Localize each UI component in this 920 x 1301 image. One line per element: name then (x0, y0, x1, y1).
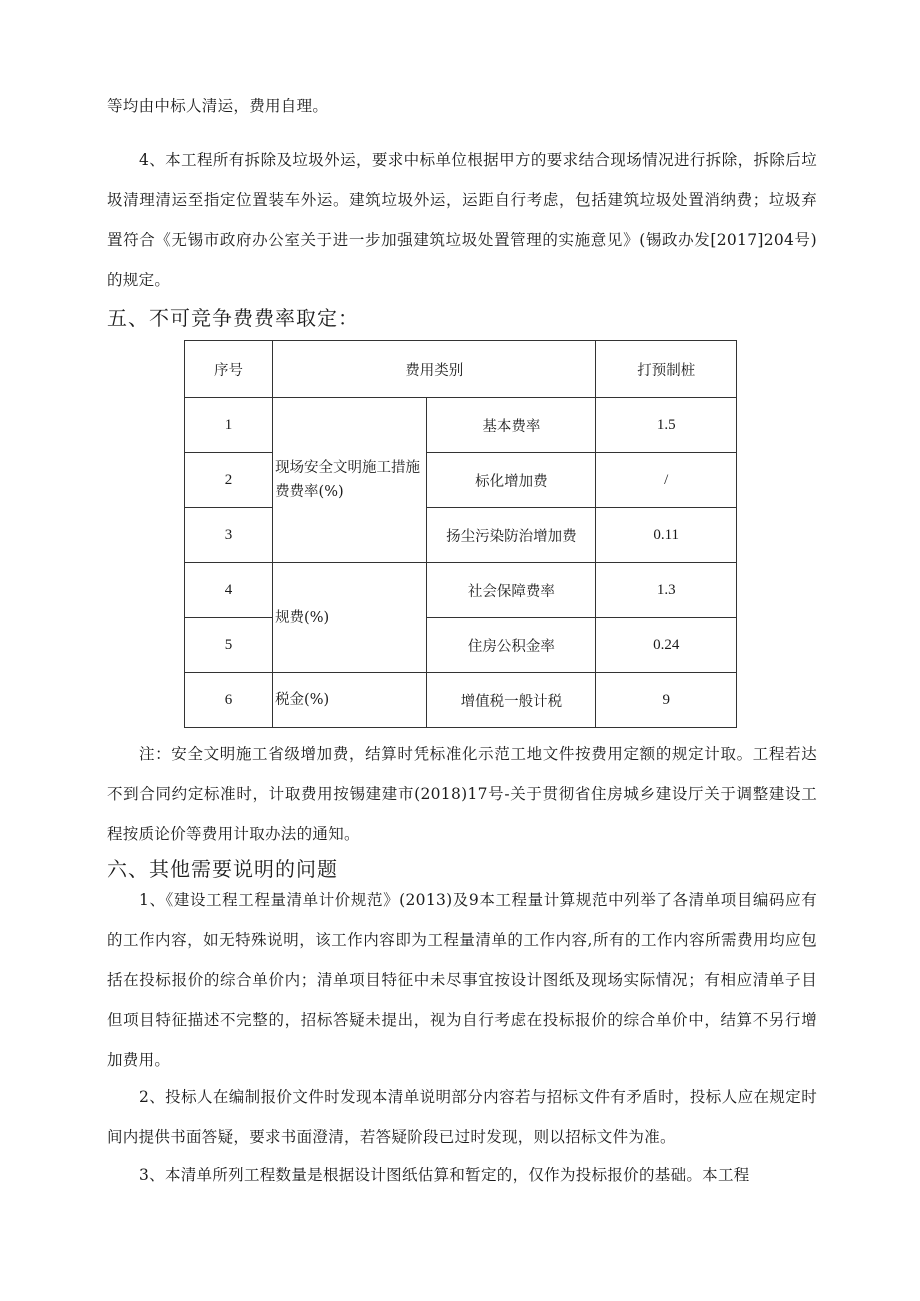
row-value: 1.5 (596, 398, 737, 453)
table-row (185, 618, 737, 673)
row-item: 标化增加费 (427, 453, 596, 508)
fee-rate-table (184, 340, 737, 728)
row-value: 0.24 (596, 618, 737, 673)
row-seq: 5 (185, 618, 273, 673)
row-item: 扬尘污染防治增加费 (427, 508, 596, 563)
row-seq: 4 (185, 563, 273, 618)
paragraph-6-1: 1、《建设工程工程量清单计价规范》(2013)及9本工程量计算规范中列举了各清单项目编码应有的工作内容，如无特殊说明，该工作内容即为工程量清单的工作内容,所有的工作内容所需费用均应包括在投标报价的综合单价内；清单项目特征中未尽事宜按设计图纸及现场实际情况；有相应清单子目但项目特征描述不完整的，招标答疑未提出，视为自行考虑在投标报价的综合单价中，结算不另行增加费用。 (107, 891, 817, 1069)
table-row (185, 673, 737, 728)
row-value: / (596, 453, 737, 508)
row-item: 增值税一般计税 (427, 673, 596, 728)
paragraph-item-4: 4、本工程所有拆除及垃圾外运，要求中标单位根据甲方的要求结合现场情况进行拆除，拆除后垃圾清理清运至指定位置装车外运。建筑垃圾外运，运距自行考虑，包括建筑垃圾处置消纳费；垃圾弃置符合《无锡市政府办公室关于进一步加强建筑垃圾处置管理的实施意见》(锡政办发[2017]204号)的规定。 (107, 151, 817, 289)
section-6-heading: 六、其他需要说明的问题 (107, 857, 338, 881)
section-5-heading: 五、不可竞争费费率取定： (107, 306, 359, 330)
table-row (185, 563, 737, 618)
row-value: 1.3 (596, 563, 737, 618)
row-value: 0.11 (596, 508, 737, 563)
paragraph-6-2: 2、投标人在编制报价文件时发现本清单说明部分内容若与招标文件有矛盾时，投标人应在规定时间内提供书面答疑，要求书面澄清，若答疑阶段已过时发现，则以招标文件为准。 (107, 1088, 817, 1146)
paragraph-continued: 等均由中标人清运，费用自理。 (107, 97, 329, 115)
row-seq: 2 (185, 453, 273, 508)
header-seq: 序号 (185, 341, 273, 398)
paragraph-6-3: 3、本清单所列工程数量是根据设计图纸估算和暂定的，仅作为投标报价的基础。本工程 (139, 1166, 750, 1184)
header-category: 费用类别 (273, 341, 596, 398)
table-header-row (185, 341, 737, 398)
row-value: 9 (596, 673, 737, 728)
row-item: 基本费率 (427, 398, 596, 453)
row-seq: 1 (185, 398, 273, 453)
row-seq: 6 (185, 673, 273, 728)
table-row (185, 508, 737, 563)
group-tax: 税金(%) (273, 673, 427, 728)
group-safety-civilized: 现场安全文明施工措施费费率(%) (273, 398, 427, 563)
row-seq: 3 (185, 508, 273, 563)
header-value: 打预制桩 (596, 341, 737, 398)
group-statutory-fees: 规费(%) (273, 563, 427, 673)
table-row (185, 453, 737, 508)
row-item: 社会保障费率 (427, 563, 596, 618)
row-item: 住房公积金率 (427, 618, 596, 673)
table-note: 注：安全文明施工省级增加费，结算时凭标准化示范工地文件按费用定额的规定计取。工程若达不到合同约定标准时，计取费用按锡建建市(2018)17号-关于贯彻省住房城乡建设厅关于调整建设工程按质论价等费用计取办法的通知。 (107, 745, 817, 843)
table-row (185, 398, 737, 453)
